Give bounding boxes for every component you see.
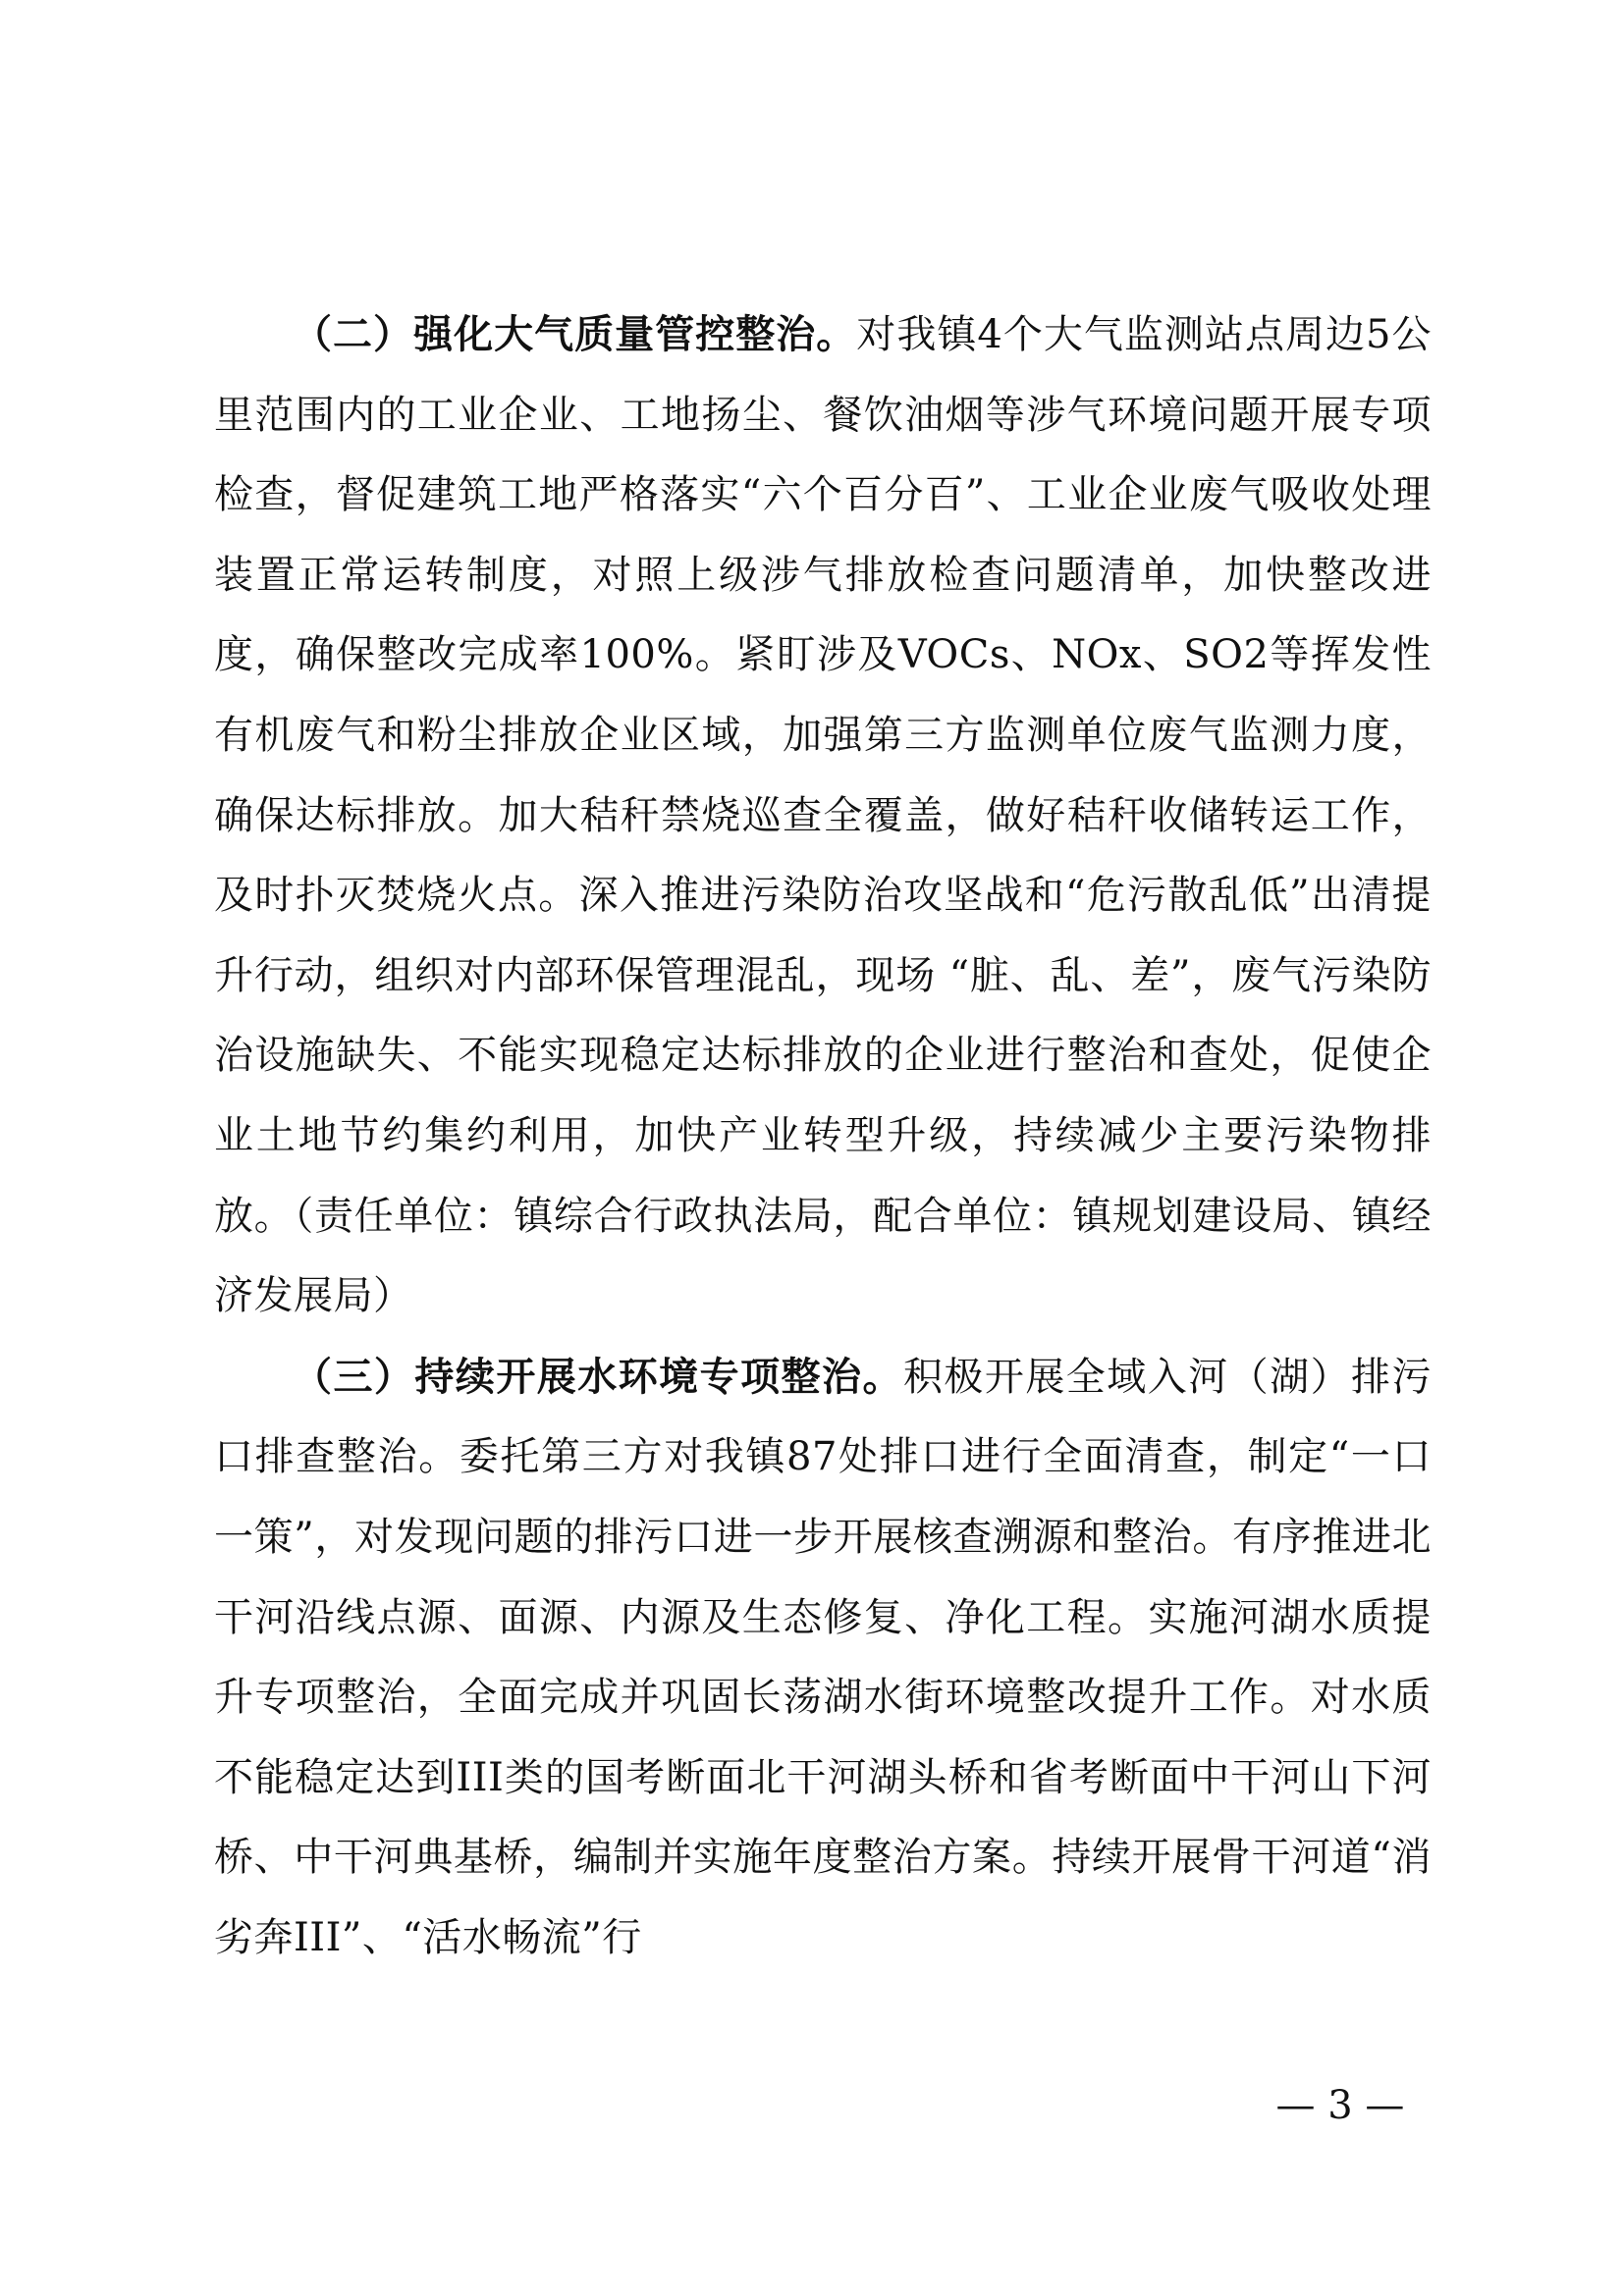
section-heading-air-quality: （二）强化大气质量管控整治。: [293, 311, 857, 357]
paragraph-water-environment: [214, 1337, 1432, 1979]
paragraph-air-quality: [214, 294, 1432, 1337]
document-body: [214, 294, 1432, 1978]
section-body-air-quality: 对我镇4个大气监测站点周边5公里范围内的工业企业、工地扬尘、餐饮油烟等涉气环境问题开展专项检查，督促建筑工地严格落实“六个百分百”、工业企业废气吸收处理装置正常运转制度，对照上级涉气排放检查问题清单，加快整改进度，确保整改完成率100%。紧盯涉及VOCs、NOx、SO2等挥发性有机废气和粉尘排放企业区域，加强第三方监测单位废气监测力度，确保达标排放。加大秸秆禁烧巡查全覆盖，做好秸秆收储转运工作，及时扑灭焚烧火点。深入推进污染防治攻坚战和“危污散乱低”出清提升行动，组织对内部环保管理混乱，现场 “脏、乱、差”，废气污染防治设施缺失、不能实现稳定达标排放的企业进行整治和查处，促使企业土地节约集约利用，加快产业转型升级，持续减少主要污染物排放。（责任单位：镇综合行政执法局，配合单位：镇规划建设局、镇经济发展局）: [214, 312, 1432, 1319]
section-body-water-environment: 积极开展全域入河（湖）排污口排查整治。委托第三方对我镇87处排口进行全面清查，制定“一口一策”，对发现问题的排污口进一步开展核查溯源和整治。有序推进北干河沿线点源、面源、内源及生态修复、净化工程。实施河湖水质提升专项整治，全面完成并巩固长荡湖水街环境整改提升工作。对水质不能稳定达到III类的国考断面北干河湖头桥和省考断面中干河山下河桥、中干河典基桥，编制并实施年度整治方案。持续开展骨干河道“消劣奔III”、“活水畅流”行: [214, 1354, 1433, 1960]
section-heading-water-environment: （三）持续开展水环境专项整治。: [293, 1353, 903, 1400]
page-number: — 3 —: [1275, 2083, 1405, 2128]
